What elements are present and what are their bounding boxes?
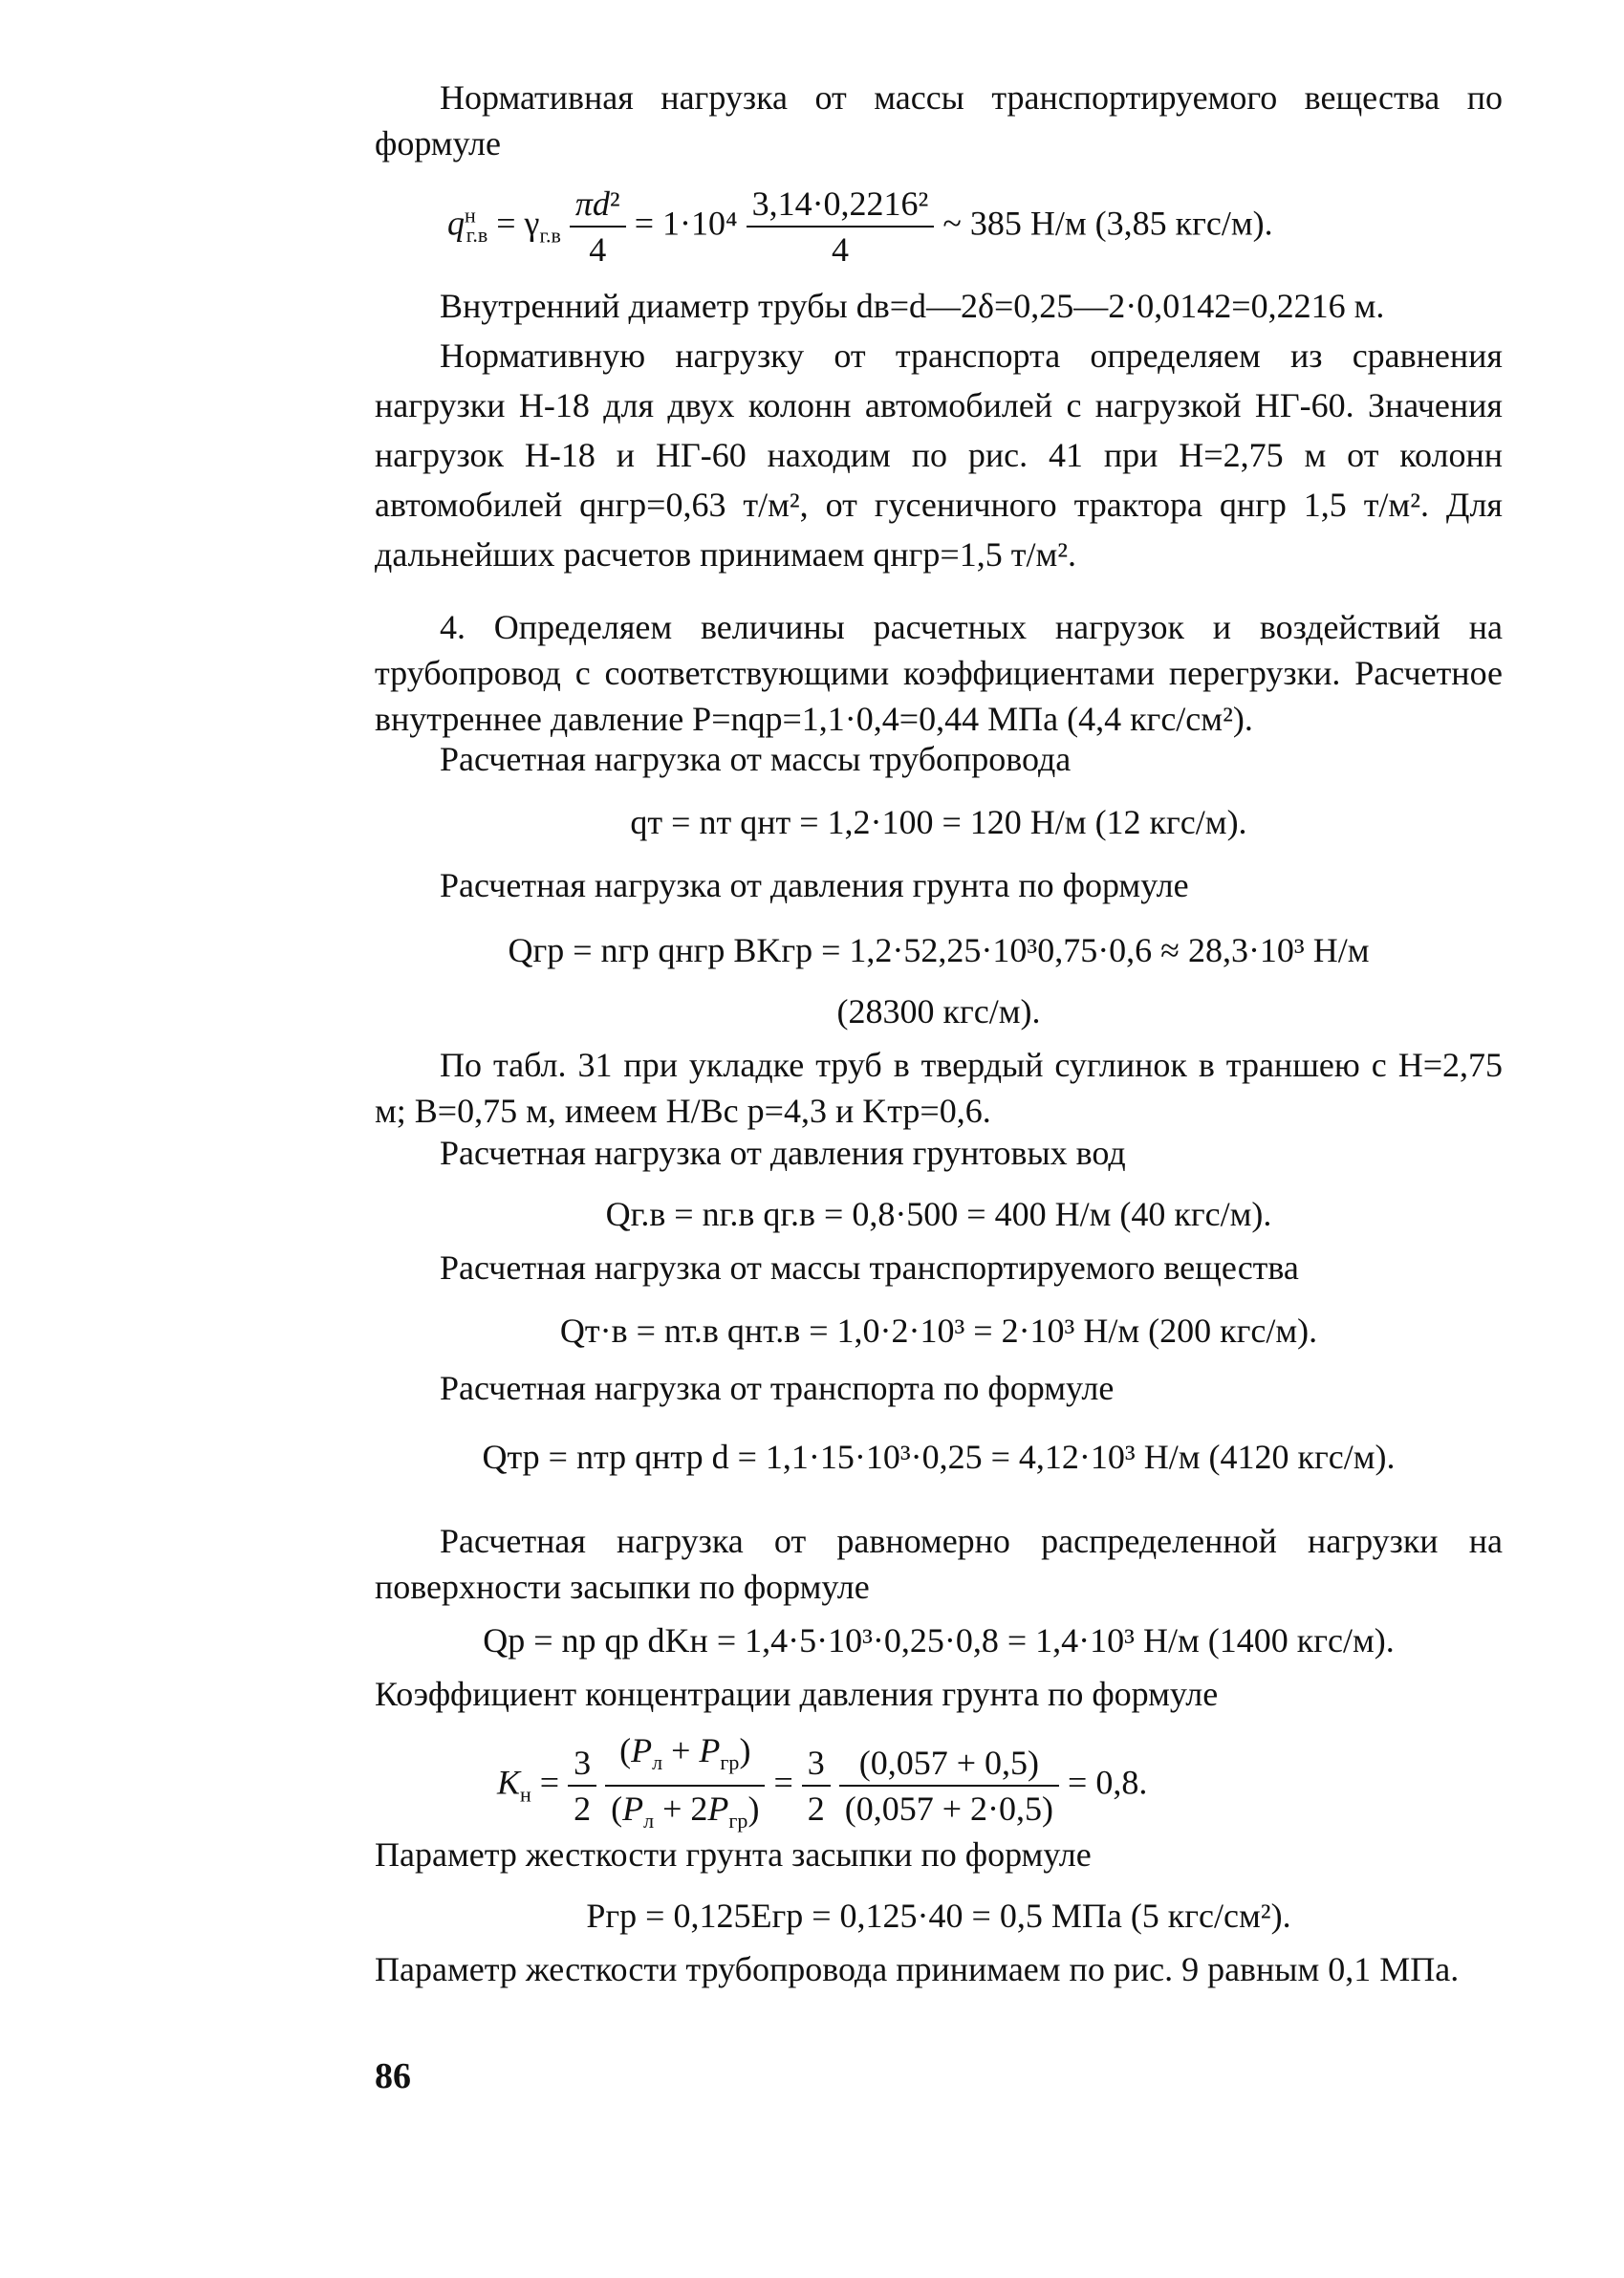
paragraph-3: Нормативную нагрузку от транспорта определяем из сравнения нагрузки Н-18 для двух колонн автомобилей с нагрузкой НГ-60. Значения нагрузок Н-18 и НГ-60 находим по рис. 41 при H=2,75 м от колонн автомобилей qнгр=0,63 т/м², от гусеничного трактора qнгр 1,5 т/м². Для дальнейших расчетов принимаем qнгр=1,5 т/м². <box>375 336 1503 574</box>
paragraph-12: Коэффициент концентрации давления грунта по формуле <box>375 1675 1219 1713</box>
equation-4: Qг.в = nг.в qг.в = 0,8·500 = 400 Н/м (40 кгс/м). <box>605 1195 1272 1233</box>
paragraph-4: 4. Определяем величины расчетных нагрузок и воздействий на трубопровод с соответствующими коэффициентами перегрузки. Расчетное внутреннее давление P=nqp=1,1·0,4=0,44 МПа (4,4 кгс/см²). <box>375 608 1503 738</box>
page-number: 86 <box>375 2056 411 2096</box>
paragraph-11: Расчетная нагрузка от равномерно распределенной нагрузки на поверхности засыпки по формуле <box>375 1522 1503 1606</box>
equation-9: Pгр = 0,125Eгр = 0,125·40 = 0,5 МПа (5 кгс/см²). <box>586 1897 1291 1935</box>
paragraph-10: Расчетная нагрузка от транспорта по формуле <box>440 1369 1115 1407</box>
paragraph-2: Внутренний диаметр трубы dв=d—2δ=0,25—2·0,0142=0,2216 м. <box>440 287 1385 325</box>
equation-3b: (28300 кгс/м). <box>836 992 1041 1031</box>
paragraph-13: Параметр жесткости грунта засыпки по формуле <box>375 1835 1092 1874</box>
equation-8: $K_н$ = $\frac{3}{2}$ $\frac{(P_л + P_{гр})}{(P_л + 2P_{гр})}$ = $\frac{3}{2}$ $\frac{(0,057 + 0,5)}{(0,057 + 2\cdot 0,5)}$ = 0,8. <box>497 1728 1147 1843</box>
equation-5: Qт·в = nт.в qнт.в = 1,0·2·10³ = 2·10³ Н/м (200 кгс/м). <box>559 1312 1318 1350</box>
equation-6: Qтр = nтр qнтр d = 1,1·15·10³·0,25 = 4,12·10³ Н/м (4120 кгс/м). <box>482 1438 1396 1476</box>
paragraph-8: Расчетная нагрузка от давления грунтовых вод <box>440 1134 1126 1172</box>
equation-7: Qр = nр qр dKн = 1,4·5·10³·0,25·0,8 = 1,4·10³ Н/м (1400 кгс/м). <box>483 1621 1395 1660</box>
paragraph-14: Параметр жесткости трубопровода принимаем по рис. 9 равным 0,1 МПа. <box>375 1950 1460 1988</box>
paragraph-9: Расчетная нагрузка от массы транспортируемого вещества <box>440 1248 1299 1287</box>
equation-1: $q^н_{г.в} = \gamma_{г.в}$ $\frac{\text{πd²}}{4}$ = 1·10⁴ $\frac{\text{3,14·0,2216²}}{4}$ ~ 385 Н/м (3,85 кгс/м). <box>447 182 1273 271</box>
equation-2: qт = nт qнт = 1,2·100 = 120 Н/м (12 кгс/м). <box>630 803 1247 841</box>
paragraph-5: Расчетная нагрузка от массы трубопровода <box>440 740 1072 778</box>
paragraph-7: По табл. 31 при укладке труб в твердый суглинок в траншею с H=2,75 м; B=0,75 м, имеем H/Bс р=4,3 и Kтр=0,6. <box>375 1046 1503 1130</box>
paragraph-1: Нормативная нагрузка от массы транспортируемого вещества по формуле <box>375 78 1503 163</box>
paragraph-6: Расчетная нагрузка от давления грунта по формуле <box>440 866 1189 904</box>
equation-3: Qгр = nгр qнгр BKгр = 1,2·52,25·10³0,75·0,6 ≈ 28,3·10³ Н/м <box>508 931 1370 969</box>
